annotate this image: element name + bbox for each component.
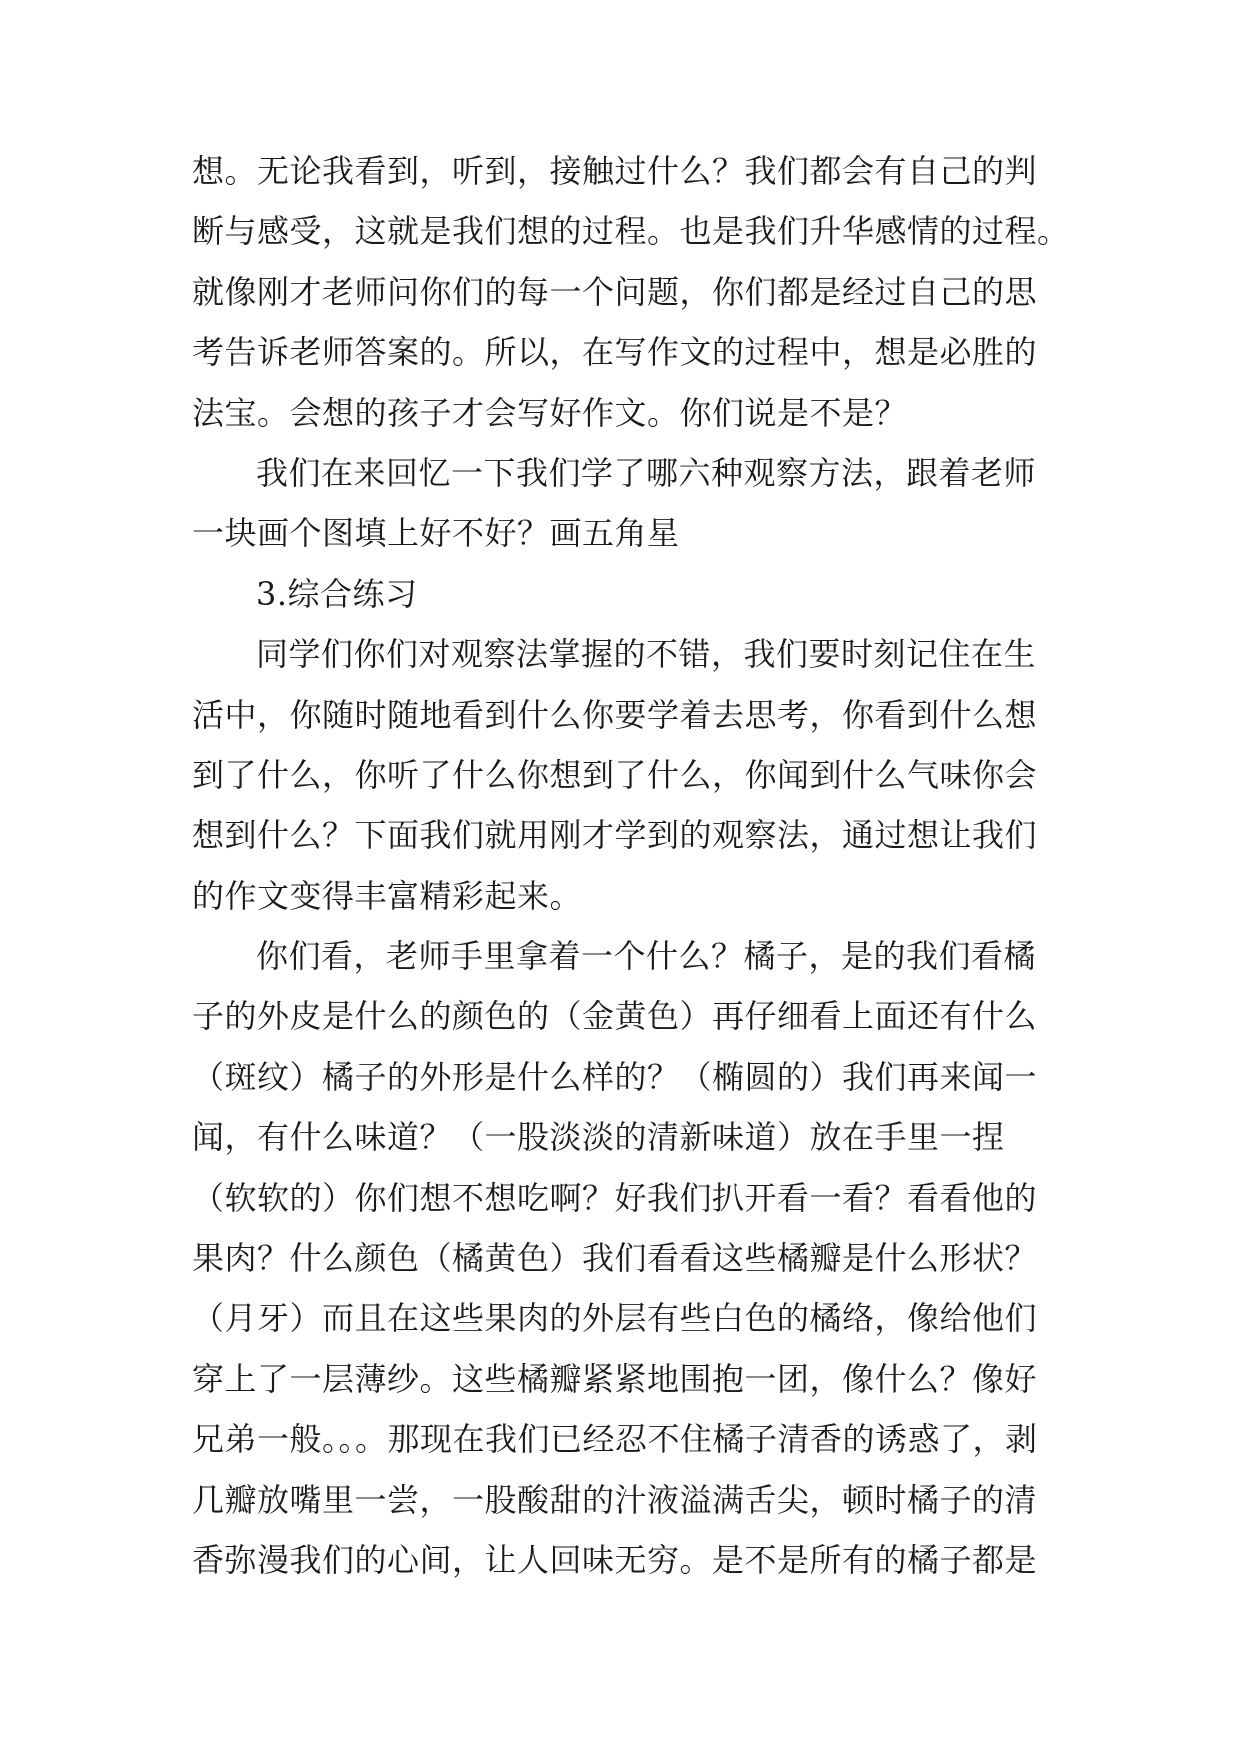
text-line: 子的外皮是什么的颜色的（金黄色）再仔细看上面还有什么 [192,997,1038,1036]
text-line: 3.综合练习 [256,574,418,613]
text-line: （斑纹）橘子的外形是什么样的？（椭圆的）我们再来闻一 [192,1057,1038,1096]
text-line: 你们看，老师手里拿着一个什么？橘子，是的我们看橘 [256,937,1037,976]
text-line: （软软的）你们想不想吃啊？好我们扒开看一看？看看他的 [192,1178,1038,1217]
text-line: 想。无论我看到，听到，接触过什么？我们都会有自己的判 [192,152,1038,190]
text-line: 香弥漫我们的心间，让人回味无穷。是不是所有的橘子都是 [192,1540,1038,1579]
text-line: 就像刚才老师问你们的每一个问题，你们都是经过自己的思 [192,272,1038,311]
text-line: 法宝。会想的孩子才会写好作文。你们说是不是？ [192,393,908,432]
text-line: 的作文变得丰富精彩起来。 [192,876,583,915]
text-line: 闻，有什么味道？（一股淡淡的清新味道）放在手里一捏 [192,1118,1005,1157]
text-line: 一块画个图填上好不好？画五角星 [192,514,680,553]
text-line: 我们在来回忆一下我们学了哪六种观察方法，跟着老师 [256,453,1037,492]
text-line: 断与感受，这就是我们想的过程。也是我们升华感情的过程。 [192,212,1070,251]
text-line: 活中，你随时随地看到什么你要学着去思考，你看到什么想 [192,695,1038,734]
text-line: （月牙）而且在这些果肉的外层有些白色的橘络，像给他们 [192,1299,1038,1338]
body-text [192,141,1082,1590]
text-line: 几瓣放嘴里一尝，一股酸甜的汁液溢满舌尖，顿时橘子的清 [192,1480,1038,1519]
text-line: 同学们你们对观察法掌握的不错，我们要时刻记住在生 [256,635,1037,674]
text-line: 考告诉老师答案的。所以，在写作文的过程中，想是必胜的 [192,333,1038,372]
text-line: 想到什么？下面我们就用刚才学到的观察法，通过想让我们 [192,816,1038,855]
text-line: 果肉？什么颜色（橘黄色）我们看看这些橘瓣是什么形状？ [192,1239,1038,1278]
text-line: 穿上了一层薄纱。这些橘瓣紧紧地围抱一团，像什么？像好 [192,1359,1038,1398]
text-line: 到了什么，你听了什么你想到了什么，你闻到什么气味你会 [192,755,1038,794]
text-line: 兄弟一般。。。那现在我们已经忍不住橘子清香的诱惑了，剥 [192,1420,1038,1459]
